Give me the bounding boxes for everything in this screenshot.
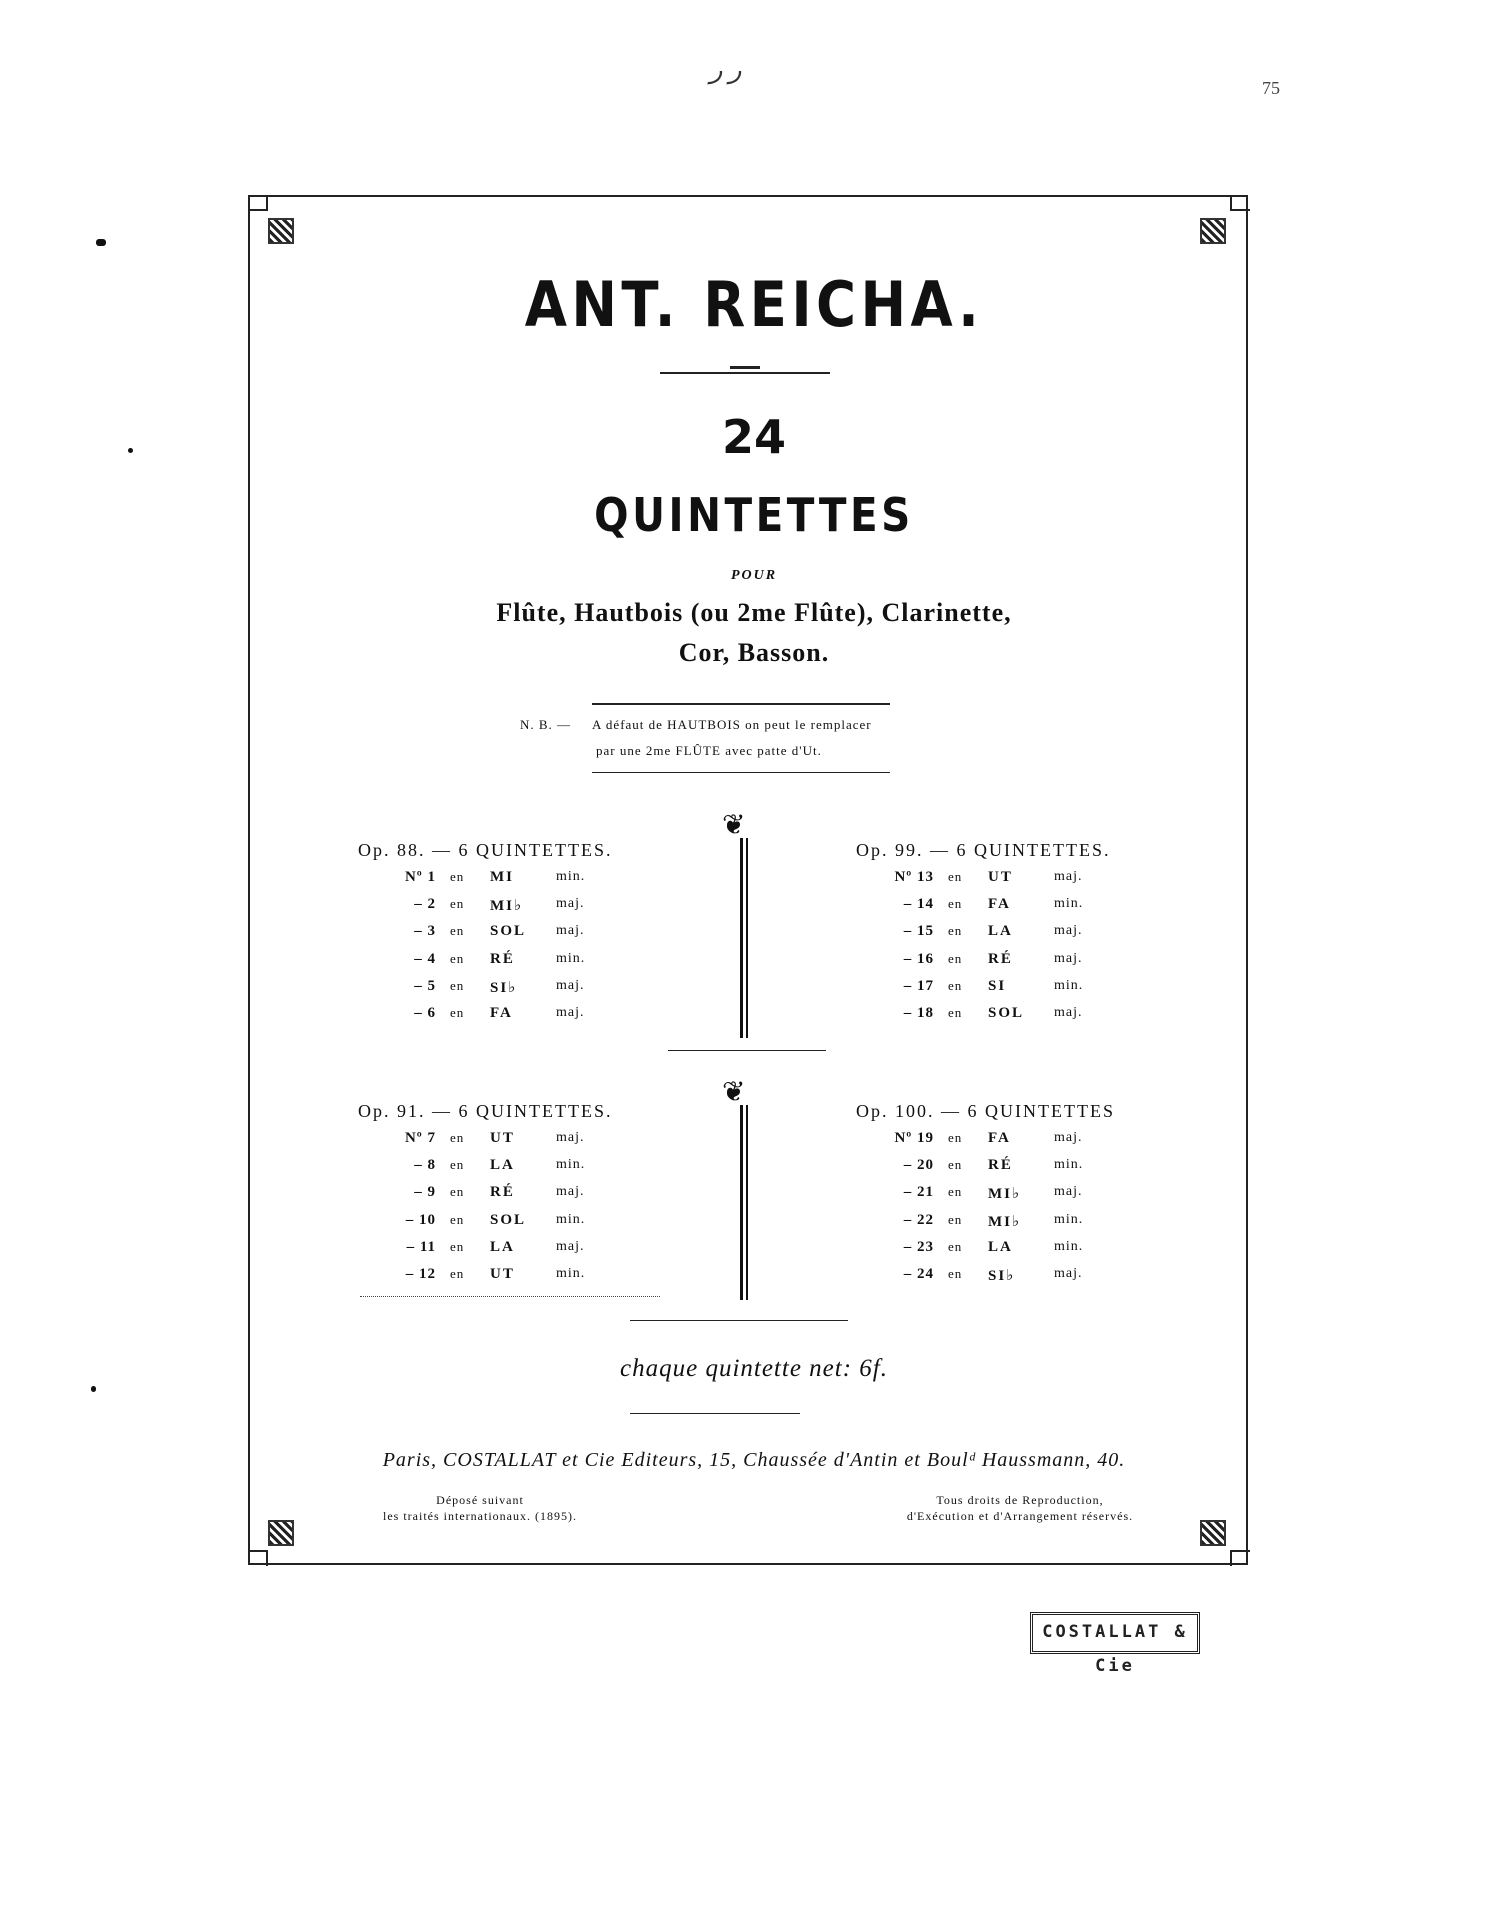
- quintet-row: – 24 en SI♭ maj.: [903, 1265, 1083, 1284]
- quintet-row: – 18 en SOL maj.: [903, 1004, 1083, 1021]
- corner-ornament-icon: [268, 1520, 294, 1546]
- rights-reserved-line-2: d'Exécution et d'Arrangement réservés.: [906, 1509, 1134, 1523]
- composer-title: ANT. REICHA.: [524, 268, 984, 341]
- quintet-row: – 3 en SOL maj.: [414, 923, 585, 940]
- divider-rule: [630, 1413, 800, 1414]
- quintet-row: – 23 en LA min.: [903, 1238, 1084, 1255]
- rights-reserved: [870, 1492, 1170, 1524]
- corner-ornament-icon: [1200, 1520, 1226, 1546]
- legal-deposit: [330, 1492, 630, 1524]
- opus-heading: Op. 88. — 6 QUINTETTES.: [358, 840, 613, 860]
- quintet-row: – 15 en LA maj.: [903, 923, 1083, 940]
- note-line-1: A défaut de HAUTBOIS on peut le remplacer: [592, 717, 872, 732]
- corner-ornament-icon: [1200, 218, 1226, 244]
- instrumentation-line-2: Cor, Basson.: [678, 638, 830, 667]
- instrumentation-line-1: Flûte, Hautbois (ou 2me Flûte), Clarinette,: [496, 598, 1012, 627]
- publisher-line: Paris, COSTALLAT et Cie Editeurs, 15, Chaussée d'Antin et Boulᵈ Haussmann, 40.: [382, 1449, 1126, 1471]
- quintet-row: – 4 en RÉ min.: [414, 950, 586, 967]
- folio-number: 75: [1262, 78, 1280, 98]
- quintet-row: – 16 en RÉ maj.: [903, 950, 1083, 967]
- divider-rule: [630, 1320, 848, 1321]
- opus-heading: Op. 99. — 6 QUINTETTES.: [856, 840, 1111, 860]
- quintet-row: Nº 7 en UT maj.: [404, 1130, 585, 1146]
- quintet-count: 24: [721, 410, 786, 464]
- opus-heading: Op. 91. — 6 QUINTETTES.: [358, 1101, 613, 1121]
- quintet-row: – 20 en RÉ min.: [903, 1157, 1084, 1174]
- opus-block-91: [358, 1101, 658, 1293]
- quintet-row: Nº 1 en MI min.: [404, 869, 586, 885]
- column-ornament-icon: ❦: [722, 1075, 746, 1108]
- pencil-mark: ر ر: [710, 55, 742, 84]
- column-ornament-icon: ❦: [722, 808, 746, 841]
- quintet-row: – 5 en SI♭ maj.: [414, 977, 585, 996]
- quintet-row: – 9 en RÉ maj.: [414, 1184, 585, 1201]
- column-divider: [740, 838, 748, 1038]
- ink-speck: [91, 1386, 96, 1392]
- quintet-row: – 10 en SOL min.: [405, 1211, 586, 1228]
- note-prefix: N. B. —: [520, 717, 572, 732]
- quintet-row: Nº 13 en UT maj.: [894, 869, 1083, 885]
- quintet-row: – 21 en MI♭ maj.: [903, 1184, 1083, 1203]
- quintet-row: – 12 en UT min.: [405, 1265, 586, 1282]
- rights-reserved-line-1: Tous droits de Reproduction,: [936, 1493, 1104, 1507]
- pour-label: POUR: [730, 568, 778, 583]
- quintet-row: Nº 19 en FA maj.: [894, 1130, 1083, 1146]
- price-line: chaque quintette net: 6f.: [620, 1355, 888, 1382]
- column-divider: [740, 1105, 748, 1300]
- note-rule-top: [592, 703, 890, 705]
- opus-block-99: [856, 840, 1156, 1032]
- legal-deposit-line-1: Déposé suivant: [436, 1493, 524, 1507]
- ink-speck: [96, 239, 106, 246]
- corner-bracket-icon: [248, 195, 268, 211]
- quintet-row: – 17 en SI min.: [903, 977, 1084, 994]
- corner-bracket-icon: [1230, 195, 1250, 211]
- quintet-row: – 11 en LA maj.: [406, 1238, 585, 1255]
- note-line-2: par une 2me FLÛTE avec patte d'Ut.: [596, 743, 822, 758]
- publisher-stamp: COSTALLAT & Cie: [1030, 1612, 1200, 1654]
- quintet-row: – 8 en LA min.: [414, 1157, 586, 1174]
- genre-title: QUINTETTES: [594, 488, 914, 542]
- divider-rule: [660, 372, 830, 374]
- quintet-row: – 6 en FA maj.: [414, 1004, 585, 1021]
- opus-block-100: [856, 1101, 1156, 1293]
- corner-ornament-icon: [268, 218, 294, 244]
- quintet-row: – 14 en FA min.: [903, 896, 1084, 913]
- note-rule-bottom: [592, 772, 890, 773]
- quintet-row: – 2 en MI♭ maj.: [414, 896, 585, 915]
- column-divider-foot: [668, 1050, 826, 1051]
- corner-bracket-icon: [248, 1550, 268, 1566]
- legal-deposit-line-2: les traités internationaux. (1895).: [383, 1509, 577, 1523]
- opus-block-88: [358, 840, 658, 1032]
- quintet-row: – 22 en MI♭ min.: [903, 1211, 1084, 1230]
- dotted-rule: [360, 1296, 660, 1297]
- divider-ornament: [730, 366, 760, 369]
- corner-bracket-icon: [1230, 1550, 1250, 1566]
- opus-heading: Op. 100. — 6 QUINTETTES: [856, 1101, 1115, 1121]
